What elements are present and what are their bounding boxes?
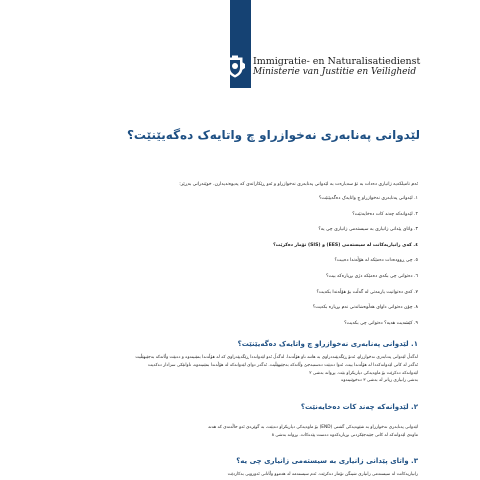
toc-item: ٣. واتای پێدانی زانیاری بە سیستەمی زانیاری چی یە؟	[318, 227, 418, 233]
document-title: لێدوانی پەنابەری نەخوازراو چ واتایەک دەگەیێنێت؟	[126, 128, 420, 142]
section-line: لەگەڵ لێدوانی پەنابەری نەخوازراو، ئەتۆ ڕێگەپێنەدراوی بە هاتنە ناو هۆڵەندا. لەگەڵ ئەو لێدوانەدا ڕێگەپێدراوی کە لە هۆڵەندا بمێنیتەوە و دەبێت وڵاتەکە بەجێبهێڵیت	[135, 355, 418, 360]
toc-item: ٤. کەی زانیاریەکانت لە سیستەمی (EES) و (SIS) تۆمار دەکرێت؟	[273, 242, 418, 248]
toc-item: ٨. چۆن دەتوانی داوای هەڵوەشاندنی نەم بڕیارە بکەیت؟	[312, 305, 418, 311]
section-body	[18, 471, 418, 479]
intro-paragraph: ئەم نامیلکەیە زانیاری دەدات بە تۆ سەبارەت بە لێدوانی پەنابەری نەخوازراو و ئەو ڕێکارانەی کە پەیوەندیدارن. خوێنەرانی بەڕێز:	[179, 182, 418, 187]
section-line: لێدوانەکە دەکرێت بۆ ماوەیەکی دیاریکراو بێت. بڕوانە بەشی ٢	[309, 370, 418, 376]
toc-item: ١. لێدوانی پەنابەری نەخوازراو چ واتایەک دەگەیێنێت؟	[318, 196, 418, 201]
toc-item: ٩. کێشەیت هەیە؟ دەتوانی چی بکەیت؟	[344, 320, 418, 326]
section-body	[18, 424, 418, 440]
toc-item: ٥. چی ڕوودەدات دەمێکە لە هۆڵەندا دەبیت؟	[334, 258, 418, 264]
table-of-contents	[38, 196, 418, 336]
toc-item: ٢. لێدوانەکە چەند کات دەخایەنێت؟	[352, 211, 418, 217]
coat-of-arms-icon	[222, 54, 248, 80]
section-body	[18, 354, 418, 385]
section-heading: ٢. لێدوانەکە چەند کات دەخایەنێت؟	[300, 403, 418, 411]
section-line: زانیاریەکانت لە سیستەمی زانیاری شینگن تۆمار دەکرێت. ئەم سیستەمە لە هەموو وڵاتانی ئەوروپی بەکاردێت	[227, 472, 418, 477]
section-line: لێدوانی پەنابەری نەخوازراو بە شێوەیەکی گشتی (END) بۆ ماوەیەکی دیاریکراو دەبێت، بە گوێرەی ئەو حاڵەتەی کە هەتە	[208, 425, 418, 430]
section-heading: ١. لێدوانی پەنابەری نەخوازراو چ واتایەک دەگەیێنێت؟	[237, 340, 418, 348]
section-heading: ٣. واتای پێدانی زانیاری بە سیستەمی زانیاری چی یە؟	[236, 457, 418, 465]
org-name-line-1: Immigratie- en Naturalisatiedienst	[253, 56, 421, 67]
section-line: بەشی زانیاری زیاتر لە بەشی ٣ دەخوێنیتەوە	[341, 378, 418, 384]
section-line: ماوەی لێدوانەکە لە کاتی جێبەجێکردنی بڕیارەکەوە دەست پێدەکات. بڕوانە بەشی ٨	[271, 432, 418, 438]
toc-item: ٧. کەی دەتوانیت یارمەتی لە گەڵت بۆ هۆڵەندا بکەیت؟	[316, 289, 418, 295]
section-line: ئەگەر لە کاتی لێدوانەکەدا لە هۆڵەندا بیت، ئەوا دەبێت دەستبەجێ وڵاتەکە بەجێبهێڵیت. ئەگەر دوای لێدوانەکە لە هۆڵەندا بمێنیتەوە، تاوانێکی سزادار دەکەیت	[147, 362, 418, 368]
organization-name	[253, 56, 420, 78]
org-name-line-2: Ministerie van Justitie en Veiligheid	[253, 67, 417, 77]
toc-item: ٦. دەتوانی چی بکەی دەمێکە دژی بڕیارەکە بیت؟	[326, 273, 418, 279]
